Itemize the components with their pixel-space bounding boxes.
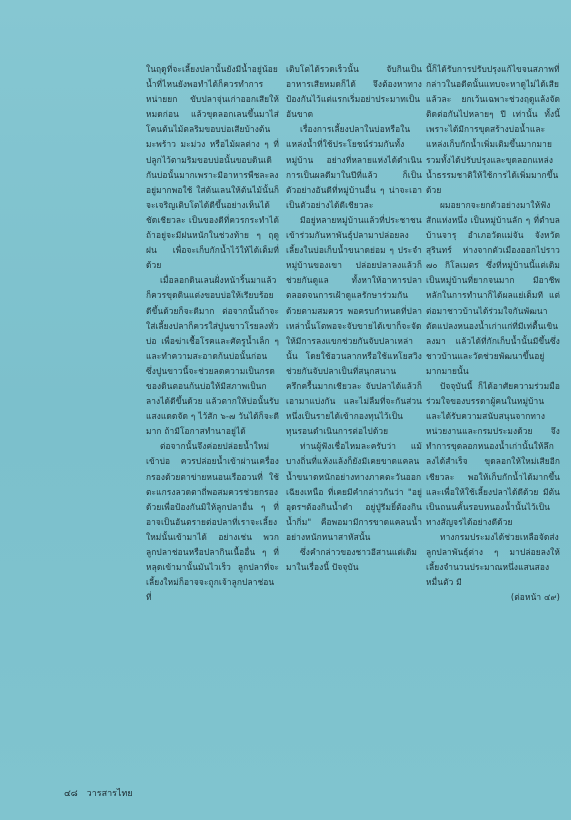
continued-note: (ต่อหน้า ๔๙) — [510, 592, 560, 603]
paragraph: ท่านผู้ฟังเชื่อไหมละครับว่า แม้บางถิ่นที่แห้งแล้งก็ยังมีเคยขาดแคลนน้ำขนาดหนักอย่างทางภาคตะวันออกเฉียงเหนือ ที่เคยมีคำกล่าวกันว่า "อยู่อุดรฯต้องกินน้ำดำ อยู่ปู่รีมยิ์ต้องกินน้ำกิ่ม" คือพอมามีการขาดแคลนน้ำอย่างหนักหนาสาหัสนั้น — [286, 441, 422, 542]
paragraph: เมื่อลอกดินเลนฝั่งหน้าริ้นมาแล้ว ก็ควรขุดดินแต่งขอบบ่อให้เรียบร้อยดีขึ้นด้วยก็จะดีมาก ต่อจากนั้นถ้าจะใส่เลี้ยงปลาก็ควรใส่ปูนขาวโรยลงทั่วบ่อ เพื่อฆ่าเชื้อโรคและศัตรูน้ำเล็ก ๆ และทำความสะอาดก้นบ่อนั้นก่อน ซึ่งปูนขาวนี้จะช่วยลดความเป็นกรดของดินตอนก้นบ่อให้มีสภาพเป็นกลางได้ดีขึ้นด้วย แล้วตากให้บ่อนั้นรับแสงแดดจัด ๆ ไว้สัก ๖-๗ วันได้ก็จะดีมาก ถ้ามีโอกาสทำนาอยู่ได้ — [146, 275, 279, 437]
paragraph: ทางกรมประมงได้ช่วยเหลือจัดส่งลูกปลาพันธุ์ต่าง ๆ มาปล่อยลงให้เลี้ยงจำนวนประมาณหนึ่งแสนสองหมื่นตัว มี — [426, 531, 560, 588]
text-column-middle — [286, 62, 422, 575]
text-column-right — [426, 62, 560, 605]
page-number: ๔๘ — [64, 789, 78, 799]
magazine-name: วารสารไทย — [86, 789, 133, 799]
paragraph: มีอยู่หลายหมู่บ้านแล้วที่ประชาชนเข้าร่วมกันหาพันธุ์ปลามาปล่อยลงเลี้ยงในบ่อเก็บน้ำขนาดย่อม ๆ ประจำหมู่บ้านของเขา ปล่อยปลาลงแล้วก็ช่วยกันดูแล ทั้งหาให้อาหารปลา ตลอดจนการเฝ้าดูแลรักษาร่วมกันด้วยตามสมควร พอครบกำหนดที่ปลาเหล่านั้นโตพอจะจับขายได้เขาก็จะจัดให้มีการลงแขกช่วยกันจับปลาเหล่านั้น โดยใช้อวนลากหรือใช้แหโยสวิง ช่วยกันจับปลาเป็นที่สนุกสนานครึกครื้นมากเชียวละ จับปลาได้แล้วก็เอามาแบ่งกัน และไม่ลืมที่จะกันส่วนหนึ่งเป็นรายได้เข้ากองทุนไว้เป็นทุนรอนดำเนินการต่อไปด้วย — [286, 214, 422, 437]
paragraph: ซึ่งคำกล่าวของชาวอีสานแต่เดิมมาในเรื่องนี้ ปัจจุบัน — [286, 547, 418, 573]
paragraph: นี้ก็ได้รับการปรับปรุงแก้ไขจนสภาพที่กล่าวในอดีตนั้นแทบจะหาดูไม่ได้เสียแล้วละ ยกเว้นเฉพาะช่วงฤดูแล้งจัดติดต่อกันไปหลายๆ ปี เท่านั้น ทั้งนี้เพราะได้มีการขุดสร้างบ่อน้ำและแหล่งเก็บกักน้ำเพิ่มเติมขึ้นมากมาย รวมทั้งได้ปรับปรุงและขุดลอกแหล่งน้ำธรรมชาติให้ใช้การได้เพิ่มมากขึ้นด้วย — [426, 64, 560, 195]
page-footer — [64, 786, 133, 800]
paragraph: ต่อจากนั้นจึงค่อยปล่อยน้ำใหม่เข้าบ่อ ควรปล่อยน้ำเข้าผ่านเครื่องกรองด้วยตาข่ายหนอนเรืออวนที่ ใช้ตะแกรงลวดตาถี่พอสมควรช่วยกรองด้วยเพื่อป้องกันมิให้ลูกปลาอื่น ๆ ที่อาจเป็นอันตรายต่อปลาที่เราจะเลี้ยงใหม่นั้นเข้ามาได้ อย่างเช่น พวกลูกปลาช่อนหรือปลากินเนื้ออื่น ๆ ที่หลุดเข้ามานั้นมันไวเร็ว ลูกปลาที่จะเลี้ยงใหม่ก็อาจจะถูกเจ้าลูกปลาช่อนที่ — [146, 441, 279, 603]
paragraph: ในฤดูที่จะเลี้ยงปลานั้นยังมีน้ำอยู่น้อย น้ำที่ไหนยังพอทำได้ก็ควรทำการหน่ายยก ขับปลาจุ่นเก่าออกเสียให้หมดก่อน แล้วขุดลอกเลนขึ้นมาไส่โคนต้นไม้ตลริมขอบบ่อเสียบ้างต้นมะพร้าว มะม่วง หรือไม้ผลต่าง ๆ ที่ปลูกไว้ตามริมขอบบ่อนั้นขอบดินเดิกันบ่อนั้นมากเพราะมีอาหารพืชละลงอยู่มากพอใช้ ใส่ต้นเลนให้ต้นไม้นั้นก็จะเจริญเติบโตได้ดีขึ้นอย่างเห็นได้ชัดเชียวละ เป็นของดีที่ควรกระทำได้ถ้าอยู่จะมีฝนหนักในช่วงท้าย ๆ ฤดูฝน เพื่อจะเก็บกักน้ำไว้ให้ได้เต็มที่ด้วย — [146, 64, 279, 271]
text-column-left — [146, 62, 279, 605]
paragraph: เติบโตได้รวดเร็วนั้น จับกินเป็นอาหารเสียหมดก็ได้ จึงต้องหาทางป้องกันไว้แต่แรกเริ่มอย่าประมาทเป็นอันขาด — [286, 64, 422, 120]
paragraph: ผมอยากจะยกตัวอย่างมาให้ฟังสักแห่งหนึ่ง เป็นหมู่บ้านลัก ๆ ที่ตำบลบ้านจารุ อำเภอวัดแม่จัน จังหวัดสุรินทร์ ห่างจากตัวเมืองออกไปราว ๗๐ กิโลเมตร ซึ่งที่หมู่บ้านนี้แต่เดิมเป็นหมู่บ้านที่ยากจนมาก มีอาชีพหลักในการทำนาก็ได้ผลแย่เต็มที แต่ต่อมาชาวบ้านได้ร่วมใจกันพัฒนา ตัดแปลงหนองน้ำเก่าแก่ที่มีเท่ตื้นเขินลงมา แล้วได้ที่กักเก็บน้ำนั้นมีขึ้นซึ่งชาวบ้านและวัดช่วยพัฒนาขึ้นอยู่มากมายนั้น — [426, 199, 560, 376]
paragraph: เรื่องการเลี้ยงปลาในบ่อหรือในแหล่งน้ำที่ใช้ประโยชน์ร่วมกันทั้งหมู่บ้าน อย่างที่หลายแห่งได้ดำเนินการเป็นผลดีมาในปีที่แล้ว ก็เป็นตัวอย่างอันดีที่หมู่บ้านอื่น ๆ น่าจะเอาเป็นตัวอย่างได้ดีเชียวละ — [286, 124, 422, 210]
paragraph: ปัจจุบันนี้ ก็ได้อาศัยความร่วมมือร่วมใจของบรรดาผู้คนในหมู่บ้าน และได้รับความสนับสนุนจากทางหน่วยงานและกรมประมงด้วย จึงทำการขุดลอกหนองน้ำเก่านั้นให้ลึกลงได้สำเร็จ ขุดลอกให้ใหม่เสียอีกเชียวละ พอให้เก็บกักน้ำได้มากขึ้น และเพื่อให้ใช้เลี้ยงปลาได้ดีด้วย มีต้นเป็นถนนคั้นรอบหนองน้ำนั้นไว้เป็นทางสัญจรได้อย่างดีด้วย — [426, 380, 560, 527]
